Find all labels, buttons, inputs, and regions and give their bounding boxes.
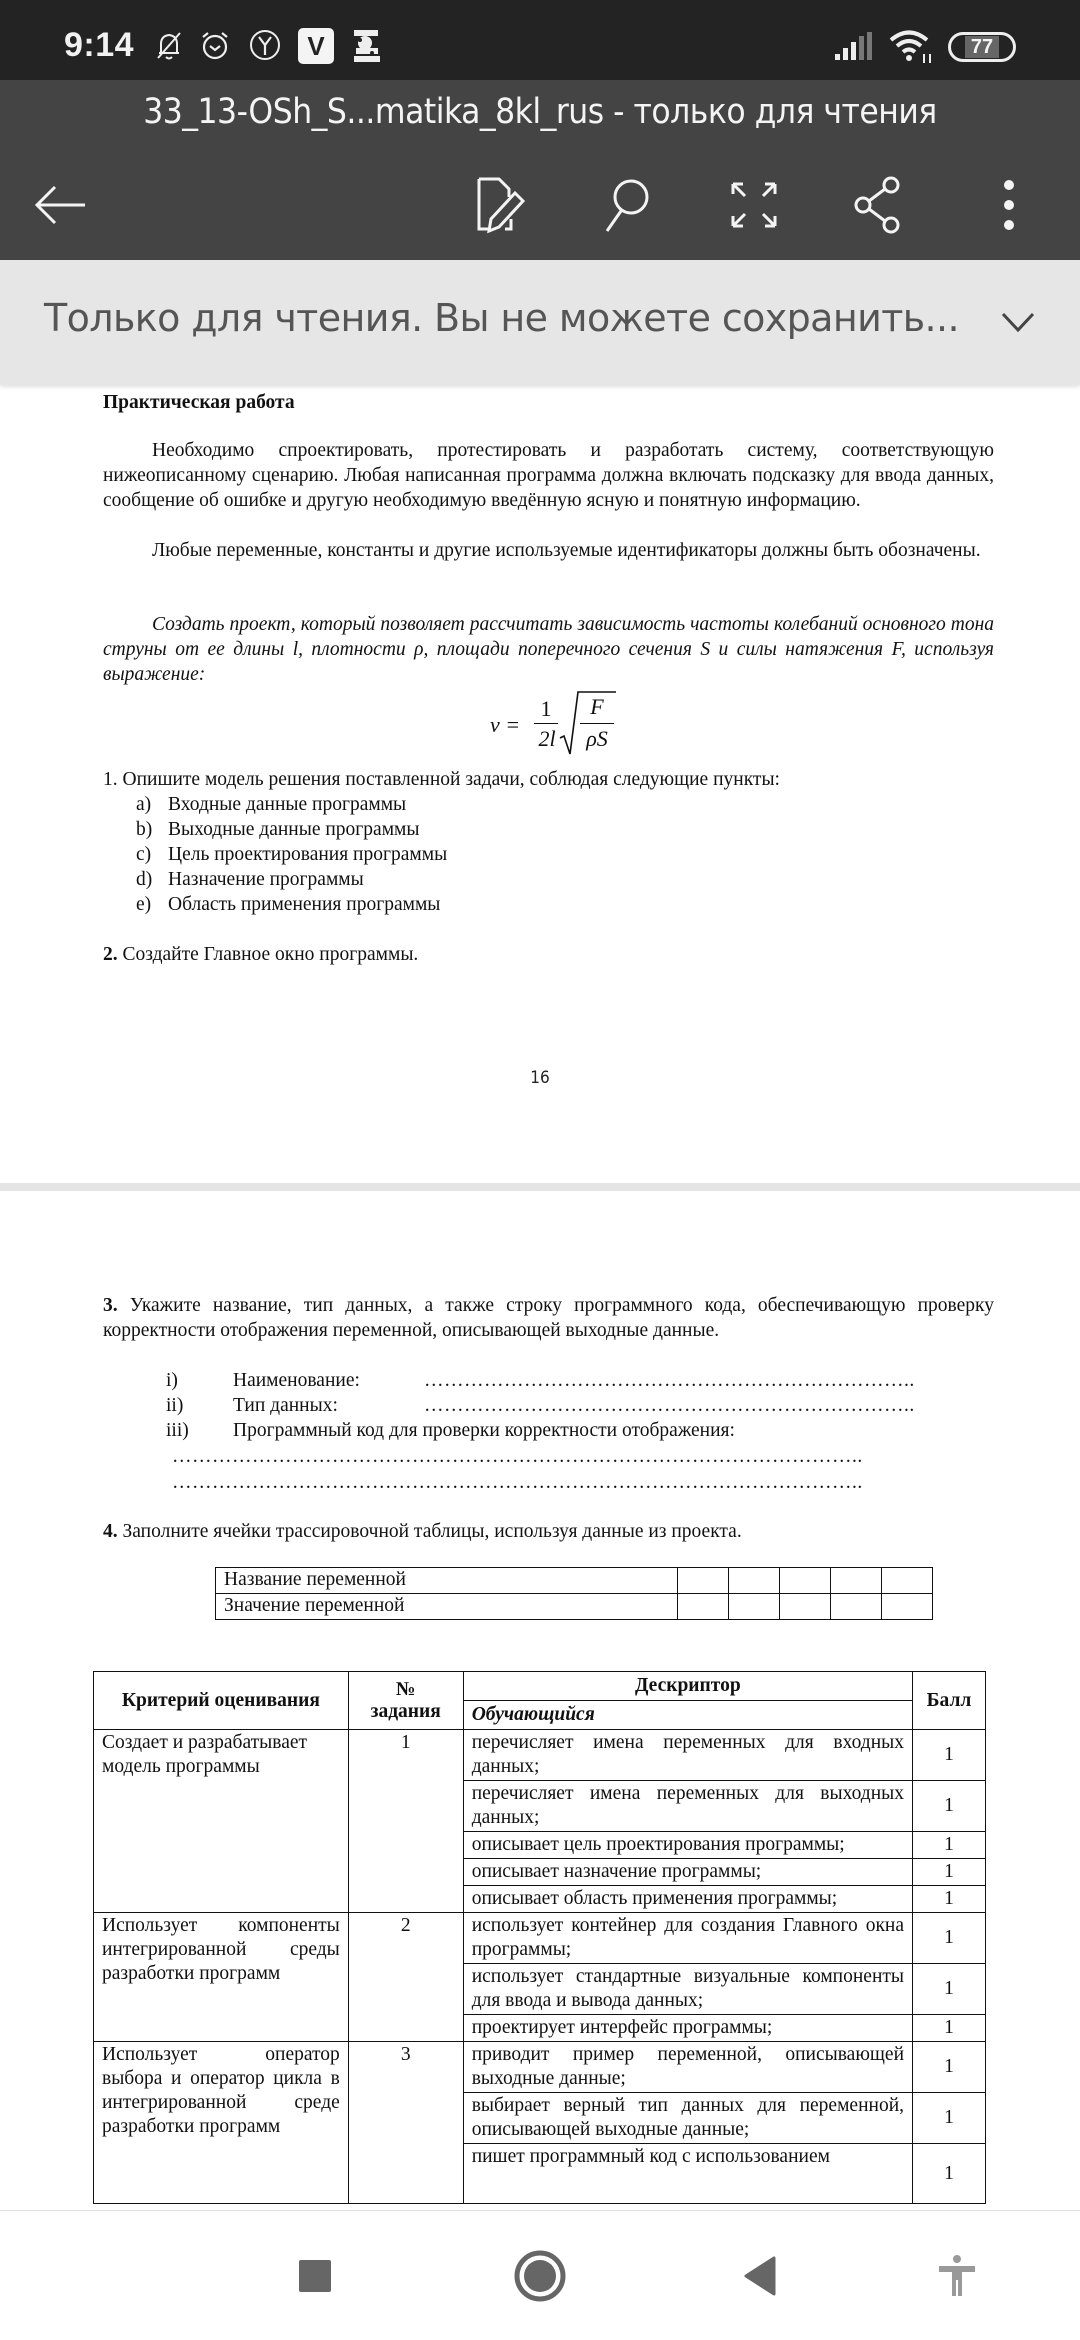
task-number-cell: 2 <box>348 1913 463 2042</box>
list-item-marker: b) <box>136 819 153 840</box>
header-task-number: № задания <box>348 1672 463 1730</box>
formula-frac-den: 2l <box>538 726 556 751</box>
criterion-cell: Использует компоненты интегрированной среды разработки программ <box>94 1913 349 2042</box>
system-navigation-bar <box>0 2210 1080 2340</box>
read-only-banner[interactable] <box>0 260 1080 385</box>
battery-level: 77 <box>965 36 999 58</box>
frequency-formula <box>490 690 620 760</box>
trace-cell <box>831 1568 882 1594</box>
answer-blank: ………………………………………………………………………………………….. <box>172 1472 863 1493</box>
formula-lhs: ν = <box>490 712 521 737</box>
more-options-button[interactable] <box>974 170 1044 240</box>
list-item: Входные данные программы <box>168 794 407 815</box>
home-button[interactable] <box>505 2246 575 2306</box>
app-bar <box>0 80 1080 260</box>
task-description: Создать проект, который позволяет рассчитать зависимость частоты колебаний основного тона струны от ее длины l, плотности ρ, площади поперечного сечения S и силы натяжения F, используя выражение: <box>103 614 994 685</box>
score-cell: 1 <box>913 1859 986 1886</box>
list-item: Назначение программы <box>168 869 364 890</box>
question-3: 3. Укажите название, тип данных, а также строку программного кода, обеспечивающую проверку корректности отображения переменной, описывающей выходные данные. <box>103 1295 994 1341</box>
formula-sqrt-den: ρS <box>586 726 608 751</box>
recents-button[interactable] <box>280 2246 350 2306</box>
answer-blank: ……………………………………………………………….. <box>424 1395 915 1416</box>
trace-cell <box>831 1594 882 1620</box>
list-item-label: Программный код для проверки корректности отображения: <box>233 1420 735 1441</box>
app-notification-icon <box>350 28 384 62</box>
fullscreen-button[interactable] <box>719 170 789 240</box>
descriptor-cell: выбирает верный тип данных для переменной, описывающей выходные данные; <box>463 2093 912 2144</box>
header-descriptor-sub: Обучающийся <box>463 1701 912 1730</box>
answer-blank: ………………………………………………………………………………………….. <box>172 1446 863 1467</box>
answer-blank: ……………………………………………………………….. <box>424 1370 915 1391</box>
trace-cell <box>729 1568 780 1594</box>
status-bar <box>0 0 1080 80</box>
back-nav-button[interactable] <box>725 2246 795 2306</box>
assessment-criteria-table <box>93 1671 986 2204</box>
score-cell: 1 <box>913 2144 986 2204</box>
search-button[interactable] <box>592 170 662 240</box>
formula-frac-num: 1 <box>540 696 552 721</box>
list-item-marker: iii) <box>166 1420 189 1441</box>
read-only-message: Только для чтения. Вы не можете сохранить... <box>44 296 959 340</box>
descriptor-cell: перечисляет имена переменных для выходных данных; <box>463 1781 912 1832</box>
trace-cell <box>780 1568 831 1594</box>
battery-icon <box>948 32 1016 62</box>
list-item-marker: d) <box>136 869 153 890</box>
document-title: 33_13-OSh_S...matika_8kl_rus - только для чтения <box>143 92 937 132</box>
status-time: 9:14 <box>64 26 135 64</box>
bell-off-icon <box>152 28 186 62</box>
list-item: Цель проектирования программы <box>168 844 448 865</box>
more-vertical-icon <box>999 177 1019 233</box>
page-heading: Практическая работа <box>103 392 295 413</box>
intro-paragraph: Необходимо спроектировать, протестировать и разработать систему, соответствующую нижеописанному сценарию. Любая написанная программа должна включать подсказку для ввода данных, сообщение об ошибке и другую необходимую введённую ясную и понятную информацию. <box>103 440 994 511</box>
expand-banner-button[interactable] <box>986 290 1050 354</box>
descriptor-cell: перечисляет имена переменных для входных данных; <box>463 1730 912 1781</box>
table-row <box>216 1568 933 1594</box>
page-separator <box>0 1183 1080 1191</box>
edit-document-icon <box>473 175 529 235</box>
wifi-icon <box>888 28 934 69</box>
descriptor-cell: описывает область применения программы; <box>463 1886 912 1913</box>
header-score: Балл <box>913 1672 986 1730</box>
score-cell: 1 <box>913 2093 986 2144</box>
vk-icon: V <box>298 28 334 64</box>
chevron-down-icon <box>1001 311 1035 333</box>
header-criterion: Критерий оценивания <box>94 1672 349 1730</box>
trace-cell <box>780 1594 831 1620</box>
question-1: 1. Опишите модель решения поставленной задачи, соблюдая следующие пункты: <box>103 769 780 790</box>
triangle-back-icon <box>742 2256 778 2296</box>
formula-sqrt-num: F <box>590 694 604 719</box>
question-4: 4. Заполните ячейки трассировочной таблицы, используя данные из проекта. <box>103 1521 742 1542</box>
search-icon <box>599 175 655 235</box>
descriptor-cell: использует контейнер для создания Главного окна программы; <box>463 1913 912 1964</box>
score-cell: 1 <box>913 2015 986 2042</box>
list-item-marker: ii) <box>166 1395 184 1416</box>
descriptor-cell: проектирует интерфейс программы; <box>463 2015 912 2042</box>
circle-icon <box>514 2250 566 2302</box>
list-item-marker: c) <box>136 844 152 865</box>
table-row <box>94 1730 986 1781</box>
list-item-marker: a) <box>136 794 152 815</box>
header-descriptor: Дескриптор <box>463 1672 912 1701</box>
criterion-cell: Использует оператор выбора и оператор цикла в интегрированной среде разработки программ <box>94 2042 349 2204</box>
score-cell: 1 <box>913 1964 986 2015</box>
trace-cell <box>678 1568 729 1594</box>
score-cell: 1 <box>913 1832 986 1859</box>
descriptor-cell: описывает назначение программы; <box>463 1859 912 1886</box>
share-icon <box>851 175 907 235</box>
back-button[interactable] <box>26 170 96 240</box>
page-number: 16 <box>530 1068 550 1088</box>
expand-icon <box>729 180 779 230</box>
descriptor-cell: пишет программный код с использованием <box>463 2144 912 2204</box>
trace-row-label: Значение переменной <box>216 1594 678 1620</box>
score-cell: 1 <box>913 1913 986 1964</box>
alarm-icon <box>198 28 232 62</box>
trace-cell <box>882 1594 933 1620</box>
list-item: Область применения программы <box>168 894 441 915</box>
score-cell: 1 <box>913 1781 986 1832</box>
list-item-marker: e) <box>136 894 152 915</box>
trace-row-label: Название переменной <box>216 1568 678 1594</box>
list-item-label: Наименование: <box>233 1370 360 1391</box>
trace-cell <box>882 1568 933 1594</box>
table-row <box>94 1913 986 1964</box>
list-item: Выходные данные программы <box>168 819 420 840</box>
question-2: 2. Создайте Главное окно программы. <box>103 944 419 965</box>
score-cell: 1 <box>913 1730 986 1781</box>
identifiers-paragraph: Любые переменные, константы и другие используемые идентификаторы должны быть обозначены. <box>152 540 981 561</box>
score-cell: 1 <box>913 2042 986 2093</box>
square-icon <box>298 2258 332 2294</box>
accessibility-icon <box>937 2254 977 2298</box>
arrow-left-icon <box>33 183 89 227</box>
yandex-icon <box>248 28 282 62</box>
table-row <box>94 2042 986 2093</box>
score-cell: 1 <box>913 1886 986 1913</box>
list-item-marker: i) <box>166 1370 178 1391</box>
accessibility-button[interactable] <box>922 2246 992 2306</box>
criterion-cell: Создает и разрабатывает модель программы <box>94 1730 349 1913</box>
trace-cell <box>678 1594 729 1620</box>
signal-icon <box>833 30 873 67</box>
table-header-row <box>94 1672 986 1701</box>
descriptor-cell: приводит пример переменной, описывающей выходные данные; <box>463 2042 912 2093</box>
task-number-cell: 3 <box>348 2042 463 2204</box>
share-button[interactable] <box>844 170 914 240</box>
descriptor-cell: описывает цель проектирования программы; <box>463 1832 912 1859</box>
task-number-cell: 1 <box>348 1730 463 1913</box>
descriptor-cell: использует стандартные визуальные компоненты для ввода и вывода данных; <box>463 1964 912 2015</box>
list-item-label: Тип данных: <box>233 1395 338 1416</box>
trace-cell <box>729 1594 780 1620</box>
trace-table <box>215 1567 933 1620</box>
table-row <box>216 1594 933 1620</box>
edit-button[interactable] <box>466 170 536 240</box>
